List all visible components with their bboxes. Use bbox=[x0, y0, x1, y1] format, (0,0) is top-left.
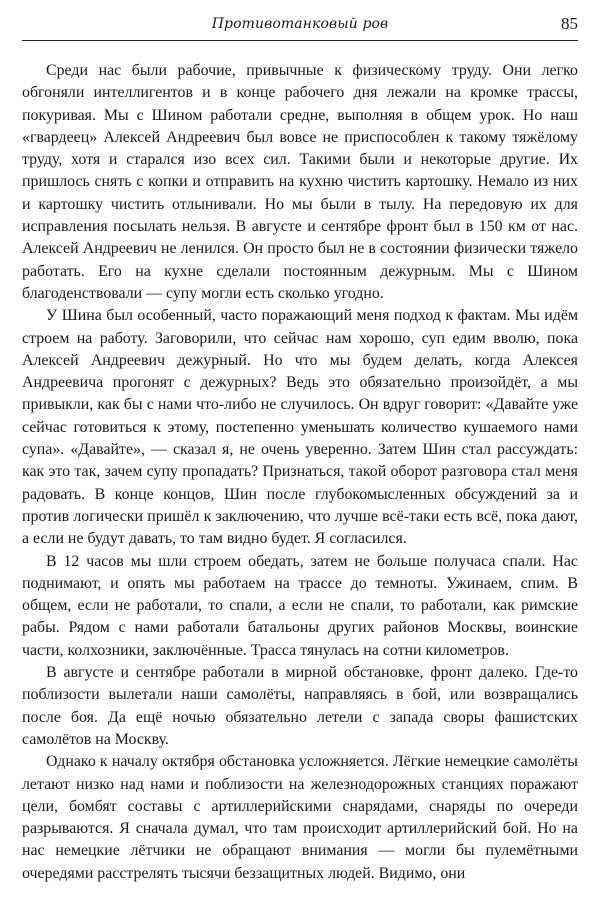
paragraph-3: В 12 часов мы шли строем обедать, затем не больше получаса спали. Нас поднимают, и опять мы работаем на трассе до темноты. Ужинаем, спим. В общем, если не работали, то спали, а если не спали, то работали, как римские рабы. Рядом с нами работали батальоны других районов Москвы, воинские части, колхозники, заключённые. Трасса тянулась на сотни километров. bbox=[22, 552, 578, 659]
paragraph-5: Однако к началу октября обстановка усложняется. Лёгкие немецкие самолёты летают низко над нами и поблизости на железнодорожных станциях поражают цели, бомбят составы с артиллерийскими снарядами, снаряды по очереди разрываются. Я сначала думал, что там происходит артиллерийский бой. Но на нас немецкие лётчики не обращают внимания — могли бы пулемётными очередями расстрелять тысячи беззащитных людей. Видимо, они bbox=[22, 753, 578, 882]
paragraph-1: Среди нас были рабочие, привычные к физическому труду. Они легко обгоняли интеллигентов и в конце рабочего дня лежали на кромке трассы, покуривая. Мы с Шином работали средне, выполняя в общем урок. Но наш «гвардеец» Алексей Андреевич был вовсе не приспособлен к такому тяжёлому труду, хотя и старался изо всех сил. Такими были и некоторые другие. Их пришлось снять с копки и отправить на кухню чистить картошку. Немало из них и картошку чистить отлынивали. Но мы были в тылу. На передовую их для исправления посылать нельзя. В августе и сентябре фронт был в 150 км от нас. Алексей Андреевич не ленился. Он просто был не в состоянии физически тяжело работать. Его на кухне сделали постоянным дежурным. Мы с Шином благоденствовали — супу могли есть сколько угодно. bbox=[22, 62, 578, 302]
paragraph-4: В августе и сентябре работали в мирной обстановке, фронт далеко. Где-то поблизости вылетали наши самолёты, направляясь в бой, или возвращались после боя. Да ещё ночью обязательно летели с запада своры фашистских самолётов на Москву. bbox=[22, 664, 578, 748]
running-title: Противотанковый ров bbox=[211, 16, 389, 32]
paragraph-2: У Шина был особенный, часто поражающий меня подход к фактам. Мы идём строем на работу. Заговорили, что сейчас нам хорошо, суп едим вволю, пока Алексей Андреевич дежурный. Но что мы будем делать, когда Алексея Андреевича прогонят с дежурных? Ведь это обязательно произойдёт, а мы привыкли, как бы с нами что-либо не случилось. Он вдруг говорит: «Давайте уже сейчас готовиться к этому, постепенно уменьшать количество кушаемого нами супа». «Давайте», — сказал я, не очень уверенно. Затем Шин стал рассуждать: как это так, зачем супу пропадать? Признаться, такой оборот разговора стал меня радовать. В конце концов, Шин после глубокомысленных обсуждений за и против логически пришёл к заключению, что лучше всё-таки есть всё, пока дают, а если не будут давать, то там видно будет. Я согласился. bbox=[22, 307, 578, 548]
page-number: 85 bbox=[561, 14, 578, 33]
page-header bbox=[22, 10, 578, 41]
body-text bbox=[22, 60, 578, 885]
